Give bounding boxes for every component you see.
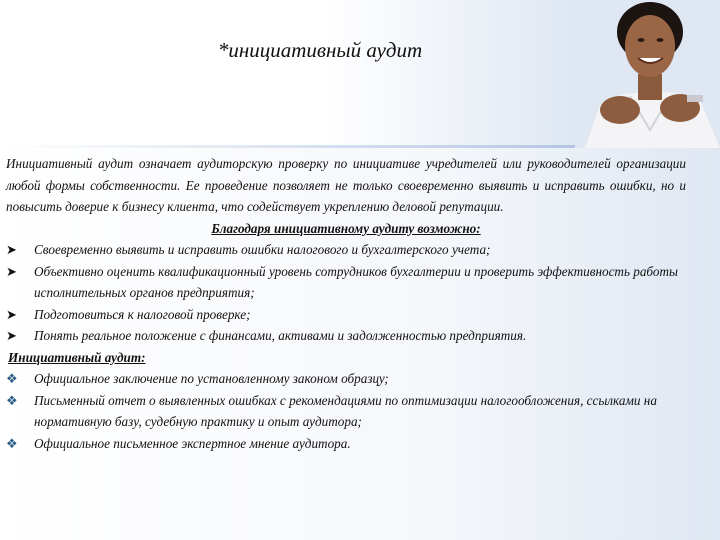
- benefit-text: Своевременно выявить и исправить ошибки налогового и бухгалтерского учета;: [34, 242, 491, 257]
- result-item: [6, 368, 686, 390]
- benefit-item: [6, 239, 686, 261]
- results-heading: Инициативный аудит:: [8, 349, 146, 365]
- chevron-arrow-icon: ➤: [6, 263, 17, 279]
- result-item: [6, 433, 686, 455]
- benefit-item: [6, 325, 686, 347]
- chevron-arrow-icon: ➤: [6, 242, 17, 257]
- result-item: [6, 390, 686, 433]
- result-text: Письменный отчет о выявленных ошибках с рекомендациями по оптимизации налогообложения, ссылками на нормативную базу, судебную практику и опыт аудитора;: [34, 392, 657, 429]
- slide-content: [6, 153, 686, 454]
- person-photo: [575, 0, 720, 148]
- chevron-arrow-icon: ➤: [6, 328, 17, 343]
- benefits-heading: Благодаря инициативному аудиту возможно:: [211, 220, 481, 236]
- four-diamond-icon: ❖: [6, 371, 18, 386]
- chevron-arrow-icon: ➤: [6, 306, 17, 322]
- slide-title: *инициативный аудит: [217, 38, 423, 62]
- benefit-text: Объективно оценить квалификационный уровень сотрудников бухгалтерии и проверить эффективность работы исполнительных органов предприятия;: [34, 263, 678, 300]
- four-diamond-icon: ❖: [6, 435, 18, 451]
- benefit-item: [6, 304, 686, 326]
- benefit-text: Понять реальное положение с финансами, активами и задолженностью предприятия.: [34, 328, 527, 343]
- intro-paragraph: Инициативный аудит означает аудиторскую проверку по инициативе учредителей или руководителей организации любой формы собственности. Ее проведение позволяет не только своевременно выявить и исправить ошибки, но и повысить доверие к бизнесу клиента, что содействует укреплению деловой репутации.: [6, 156, 686, 214]
- smiling-woman-photo-icon: [575, 0, 720, 148]
- four-diamond-icon: ❖: [6, 392, 18, 408]
- result-text: Официальное заключение по установленному законом образцу;: [34, 371, 389, 386]
- benefit-item: [6, 261, 686, 304]
- benefit-text: Подготовиться к налоговой проверке;: [34, 306, 251, 322]
- result-text: Официальное письменное экспертное мнение аудитора.: [34, 435, 351, 451]
